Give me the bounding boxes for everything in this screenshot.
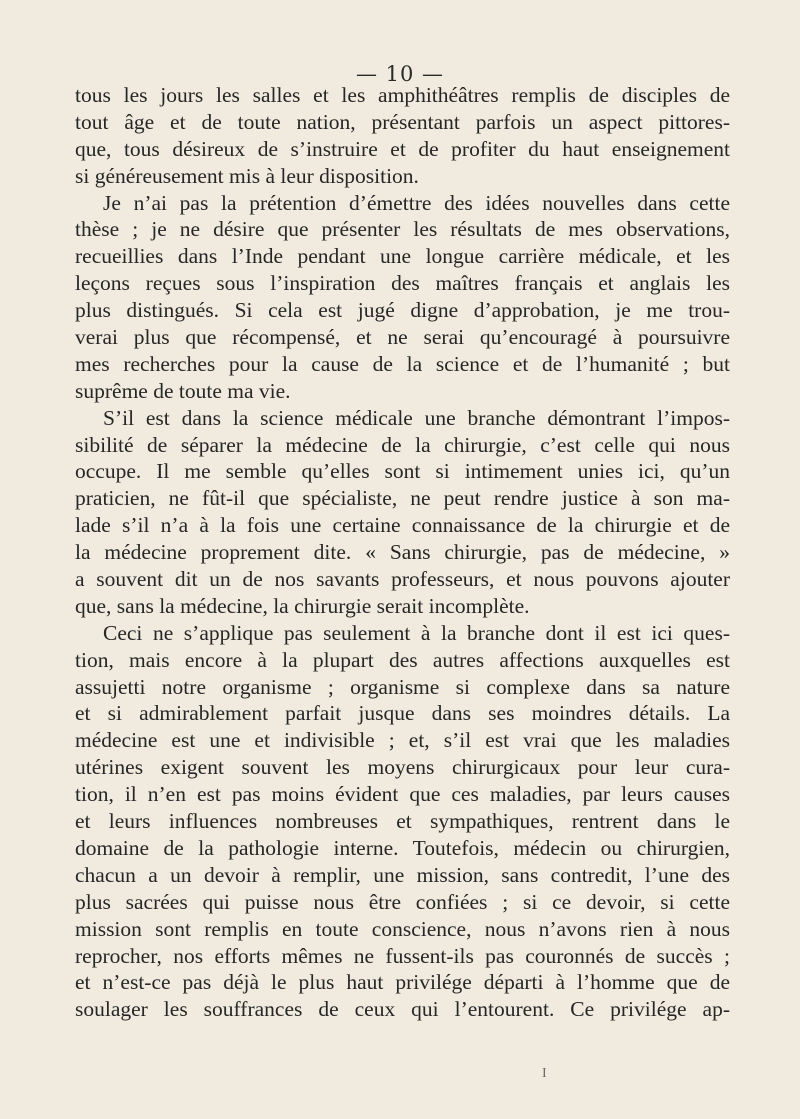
text-line: S’il est dans la science médicale une branche démontrant l’impos- [103, 405, 730, 430]
stray-mark: I [542, 1066, 547, 1081]
text-line: tion, il n’en est pas moins évident que ces maladies, par leurs causes [75, 782, 730, 807]
text-line: si généreusement mis à leur disposition. [75, 163, 419, 188]
text-line: recueillies dans l’Inde pendant une longue carrière médicale, et les [75, 244, 730, 269]
text-line: chacun a un devoir à remplir, une mission, sans contredit, l’une des [75, 862, 730, 887]
text-line: thèse ; je ne désire que présenter les résultats de mes observations, [75, 217, 730, 242]
text-line: assujetti notre organisme ; organisme si complexe dans sa nature [75, 674, 730, 699]
text-line: tout âge et de toute nation, présentant parfois un aspect pittores- [75, 109, 730, 134]
text-line: Ceci ne s’applique pas seulement à la branche dont il est ici ques- [103, 620, 730, 645]
body-text [75, 82, 730, 1023]
text-line: reprocher, nos efforts mêmes ne fussent-ils pas couronnés de succès ; [75, 943, 730, 968]
text-line: la médecine proprement dite. « Sans chirurgie, pas de médecine, » [75, 540, 730, 565]
text-line: mes recherches pour la cause de la science et de l’humanité ; but [75, 351, 730, 376]
text-line: suprême de toute ma vie. [75, 378, 291, 403]
text-line: occupe. Il me semble qu’elles sont si intimement unies ici, qu’un [75, 459, 730, 484]
text-line: plus sacrées qui puisse nous être confiées ; si ce devoir, si cette [75, 889, 730, 914]
text-line: et leurs influences nombreuses et sympathiques, rentrent dans le [75, 809, 730, 834]
text-line: tion, mais encore à la plupart des autres affections auxquelles est [75, 647, 730, 672]
text-line: que, sans la médecine, la chirurgie serait incomplète. [75, 593, 530, 618]
text-line: praticien, ne fût-il que spécialiste, ne peut rendre justice à son ma- [75, 486, 730, 511]
text-line: et n’est-ce pas déjà le plus haut privilége départi à l’homme que de [75, 970, 730, 995]
text-line: utérines exigent souvent les moyens chirurgicaux pour leur cura- [75, 755, 730, 780]
text-line: Je n’ai pas la prétention d’émettre des idées nouvelles dans cette [103, 190, 730, 215]
text-line: soulager les souffrances de ceux qui l’entourent. Ce privilége ap- [75, 997, 730, 1022]
text-line: domaine de la pathologie interne. Toutefois, médecin ou chirurgien, [75, 835, 730, 860]
text-line: et si admirablement parfait jusque dans ses moindres détails. La [75, 701, 730, 726]
text-line: mission sont remplis en toute conscience, nous n’avons rien à nous [75, 916, 730, 941]
text-line: que, tous désireux de s’instruire et de profiter du haut enseignement [75, 136, 730, 161]
text-line: sibilité de séparer la médecine de la chirurgie, c’est celle qui nous [75, 432, 730, 457]
text-line: a souvent dit un de nos savants professeurs, et nous pouvons ajouter [75, 567, 730, 592]
page-number: — 10 — [355, 62, 445, 86]
text-line: leçons reçues sous l’inspiration des maîtres français et anglais les [75, 271, 730, 296]
text-line: plus distingués. Si cela est jugé digne d’approbation, je me trou- [75, 298, 730, 323]
text-line: médecine est une et indivisible ; et, s’il est vrai que les maladies [75, 728, 730, 753]
text-line: lade s’il n’a à la fois une certaine connaissance de la chirurgie et de [75, 513, 730, 538]
text-line: verai plus que récompensé, et ne serai qu’encouragé à poursuivre [75, 325, 730, 350]
text-line: tous les jours les salles et les amphithéâtres remplis de disciples de [75, 83, 730, 107]
